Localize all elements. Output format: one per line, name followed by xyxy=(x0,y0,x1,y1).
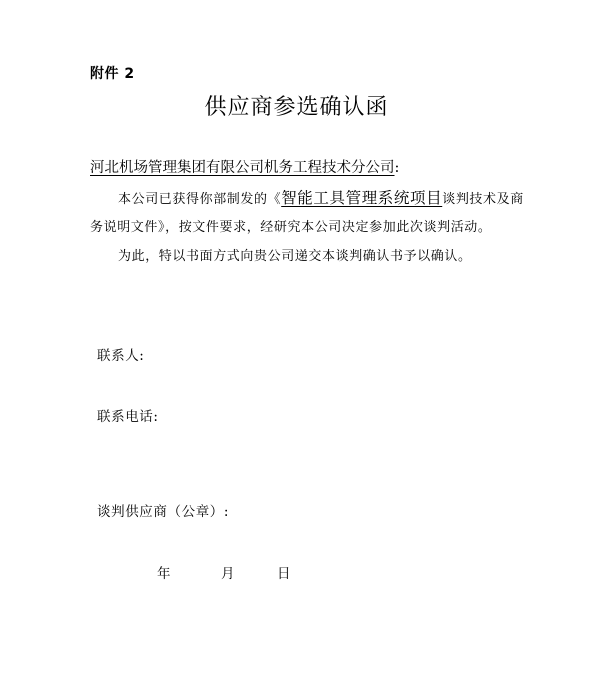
project-name: 智能工具管理系统项目 xyxy=(281,189,443,207)
date-day-label: 日 xyxy=(277,566,291,582)
addressee-colon: : xyxy=(394,160,400,176)
addressee-line xyxy=(90,156,399,177)
attachment-label: 附件 2 xyxy=(90,66,135,82)
date-year-label: 年 xyxy=(157,566,171,582)
para1-after: 谈判技术及商务说明文件》，按文件要求，经研究本公司决定参加此次谈判活动。 xyxy=(90,192,524,235)
para1-before: 本公司已获得你部制发的《 xyxy=(118,192,282,207)
body-paragraph-1 xyxy=(90,184,530,242)
contact-phone-label: 联系电话: xyxy=(97,409,159,425)
supplier-seal-label: 谈判供应商（公章）: xyxy=(97,504,230,520)
contact-person-label: 联系人: xyxy=(97,348,145,364)
body-paragraph-2: 为此，特以书面方式向贵公司递交本谈判确认书予以确认。 xyxy=(118,249,472,264)
addressee-name: 河北机场管理集团有限公司机务工程技术分公司 xyxy=(90,160,395,176)
document-title: 供应商参选确认函 xyxy=(204,95,389,120)
date-month-label: 月 xyxy=(221,566,235,582)
